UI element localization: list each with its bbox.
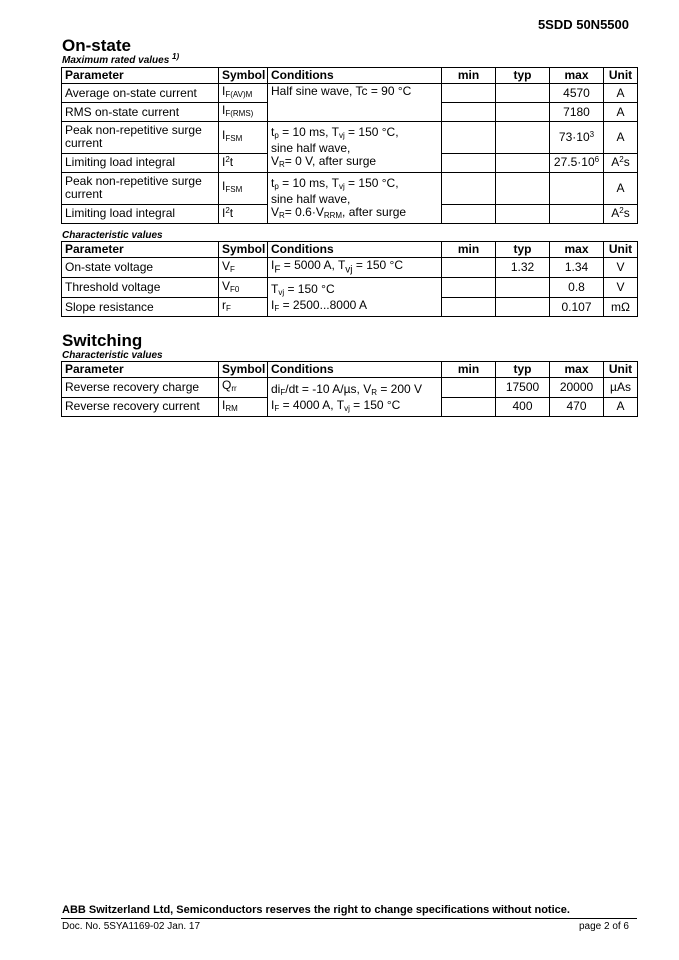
cell-unit: $A^2s$ bbox=[604, 153, 638, 172]
cell-parameter: Peak non-repetitive surge current bbox=[62, 122, 219, 154]
header-typ: typ bbox=[496, 68, 550, 84]
cell-unit: A bbox=[604, 84, 638, 103]
cell-symbol: $I^2t$ bbox=[219, 204, 268, 223]
header-min: min bbox=[442, 362, 496, 378]
condition-line: $t_p = 10$ ms, $T_{vj} = 150$ °C, bbox=[271, 125, 399, 140]
cell-typ bbox=[496, 122, 550, 154]
cell-conditions: Half sine wave, Tc = 90 °C bbox=[268, 84, 442, 122]
header-parameter: Parameter bbox=[62, 362, 219, 378]
cell-unit: A bbox=[604, 397, 638, 417]
cell-min bbox=[442, 173, 496, 205]
cell-typ: 17500 bbox=[496, 378, 550, 398]
caption-max-rated bbox=[62, 52, 180, 66]
cell-symbol: $I_{RM}$ bbox=[219, 397, 268, 417]
header-conditions: Conditions bbox=[268, 68, 442, 84]
symbol-main: I bbox=[222, 128, 226, 143]
header-symbol: Symbol bbox=[219, 68, 268, 84]
cell-symbol bbox=[219, 84, 268, 103]
cell-parameter: Threshold voltage bbox=[62, 278, 219, 298]
cell-unit: $A^2s$ bbox=[604, 204, 638, 223]
cell-min bbox=[442, 258, 496, 278]
cell-max: $27.5\cdot 10^6$ bbox=[550, 153, 604, 172]
header-max: max bbox=[550, 242, 604, 258]
cell-parameter: Reverse recovery charge bbox=[62, 378, 219, 398]
symbol-main: I bbox=[222, 103, 226, 117]
cell-max: 0.107 bbox=[550, 297, 604, 317]
header-max: max bbox=[550, 362, 604, 378]
cell-min bbox=[442, 84, 496, 103]
header-symbol: Symbol bbox=[219, 362, 268, 378]
cell-max: 4570 bbox=[550, 84, 604, 103]
table-row bbox=[62, 173, 638, 205]
cell-min bbox=[442, 278, 496, 298]
header-parameter: Parameter bbox=[62, 68, 219, 84]
symbol-main: I bbox=[222, 84, 226, 98]
cell-max: 470 bbox=[550, 397, 604, 417]
cell-max: 7180 bbox=[550, 103, 604, 122]
cell-conditions bbox=[268, 173, 442, 224]
cell-symbol: $V_{F0}$ bbox=[219, 278, 268, 298]
header-min: min bbox=[442, 242, 496, 258]
symbol-sub: F(AV)M bbox=[225, 90, 253, 99]
table-row bbox=[62, 122, 638, 154]
cell-unit: mΩ bbox=[604, 297, 638, 317]
cell-min bbox=[442, 103, 496, 122]
header-typ: typ bbox=[496, 362, 550, 378]
cell-min bbox=[442, 378, 496, 398]
cell-symbol bbox=[219, 173, 268, 205]
cell-typ: 1.32 bbox=[496, 258, 550, 278]
condition-line: sine half wave, bbox=[271, 141, 351, 155]
cell-symbol: $I^2t$ bbox=[219, 153, 268, 172]
cell-typ bbox=[496, 84, 550, 103]
cell-min bbox=[442, 153, 496, 172]
footnote-marker: 1) bbox=[172, 52, 180, 61]
cell-symbol bbox=[219, 103, 268, 122]
symbol-sub: FSM bbox=[225, 134, 243, 144]
characteristic-table bbox=[61, 241, 638, 317]
cell-unit: A bbox=[604, 122, 638, 154]
cell-parameter: Limiting load integral bbox=[62, 153, 219, 172]
cell-typ bbox=[496, 173, 550, 205]
header-max: max bbox=[550, 68, 604, 84]
table-row bbox=[62, 84, 638, 103]
table-header-row bbox=[62, 242, 638, 258]
cell-parameter: Peak non-repetitive surge current bbox=[62, 173, 219, 205]
condition-line: $I_F = 2500...8000$ A bbox=[271, 298, 367, 314]
header-unit: Unit bbox=[604, 362, 638, 378]
cell-conditions bbox=[268, 122, 442, 173]
header-min: min bbox=[442, 68, 496, 84]
table-header-row bbox=[62, 362, 638, 378]
cell-max: 0.8 bbox=[550, 278, 604, 298]
cell-parameter: Limiting load integral bbox=[62, 204, 219, 223]
symbol-sub: FSM bbox=[225, 185, 243, 195]
condition-line: $di_F/dt = -10$ A/µs, $V_R = 200$ V bbox=[271, 382, 423, 397]
condition-line: $I_F = 4000$ A, $T_{vj} = 150$ °C bbox=[271, 398, 401, 413]
cell-typ bbox=[496, 204, 550, 223]
cell-conditions bbox=[268, 278, 442, 317]
section-title-switching: Switching bbox=[62, 331, 143, 350]
symbol-main: I bbox=[222, 179, 226, 194]
doc-number-value: 5SYA1169-02 Jan. 17 bbox=[103, 921, 201, 932]
cell-typ: 400 bbox=[496, 397, 550, 417]
cell-conditions: $I_F = 5000$ A, $T_{vj} = 150$ °C bbox=[268, 258, 442, 278]
header-conditions: Conditions bbox=[268, 362, 442, 378]
header-conditions: Conditions bbox=[268, 242, 442, 258]
caption-text: Maximum rated values bbox=[62, 55, 170, 66]
cell-unit: V bbox=[604, 278, 638, 298]
cell-min bbox=[442, 297, 496, 317]
cell-max bbox=[550, 204, 604, 223]
table-row bbox=[62, 378, 638, 398]
doc-number-label: Doc. No. bbox=[62, 921, 101, 932]
caption-characteristic-switching: Characteristic values bbox=[62, 350, 163, 361]
table-row bbox=[62, 278, 638, 298]
header-typ: typ bbox=[496, 242, 550, 258]
condition-line: $T_{vj} = 150$ °C bbox=[271, 282, 335, 298]
condition-line: sine half wave, bbox=[271, 192, 351, 206]
cell-parameter: On-state voltage bbox=[62, 258, 219, 278]
cell-symbol: $r_F$ bbox=[219, 297, 268, 317]
cell-unit: A bbox=[604, 103, 638, 122]
cell-symbol: $V_F$ bbox=[219, 258, 268, 278]
symbol-sub: F(RMS) bbox=[225, 109, 254, 118]
cell-unit: µAs bbox=[604, 378, 638, 398]
cell-max: $73\cdot 10^3$ bbox=[550, 122, 604, 154]
header-unit: Unit bbox=[604, 68, 638, 84]
cell-max bbox=[550, 173, 604, 205]
cell-min bbox=[442, 397, 496, 417]
header-parameter: Parameter bbox=[62, 242, 219, 258]
cell-unit: A bbox=[604, 173, 638, 205]
condition-line: $V_R= 0$ V, after surge bbox=[271, 154, 377, 169]
cell-parameter: Slope resistance bbox=[62, 297, 219, 317]
cell-typ bbox=[496, 153, 550, 172]
cell-max: 1.34 bbox=[550, 258, 604, 278]
switching-table bbox=[61, 361, 638, 417]
cell-typ bbox=[496, 103, 550, 122]
cell-typ bbox=[496, 297, 550, 317]
header-symbol: Symbol bbox=[219, 242, 268, 258]
cell-min bbox=[442, 204, 496, 223]
caption-characteristic-onstate: Characteristic values bbox=[62, 230, 163, 241]
cell-typ bbox=[496, 278, 550, 298]
cell-parameter: Average on-state current bbox=[62, 84, 219, 103]
cell-unit: V bbox=[604, 258, 638, 278]
cell-parameter: Reverse recovery current bbox=[62, 397, 219, 417]
cell-parameter: RMS on-state current bbox=[62, 103, 219, 122]
section-title-onstate: On-state bbox=[62, 36, 131, 55]
page-number: page 2 of 6 bbox=[578, 921, 629, 932]
cell-symbol: $Q_{rr}$ bbox=[219, 378, 268, 398]
cell-conditions bbox=[268, 378, 442, 417]
cell-symbol bbox=[219, 122, 268, 154]
footer-disclaimer: ABB Switzerland Ltd, Semiconductors reserves the right to change specifications without notice. bbox=[62, 904, 570, 916]
table-row bbox=[62, 258, 638, 278]
cell-max: 20000 bbox=[550, 378, 604, 398]
document-id: 5SDD 50N5500 bbox=[537, 17, 629, 32]
condition-line: $t_p = 10$ ms, $T_{vj} = 150$ °C, bbox=[271, 176, 399, 191]
footer-divider bbox=[61, 918, 637, 919]
cell-min bbox=[442, 122, 496, 154]
table-header-row bbox=[62, 68, 638, 84]
onstate-table bbox=[61, 67, 638, 224]
header-unit: Unit bbox=[604, 242, 638, 258]
footer-doc-number bbox=[62, 921, 200, 932]
condition-line: $V_R= 0.6\cdot V_{RRM}$, after surge bbox=[271, 205, 407, 220]
